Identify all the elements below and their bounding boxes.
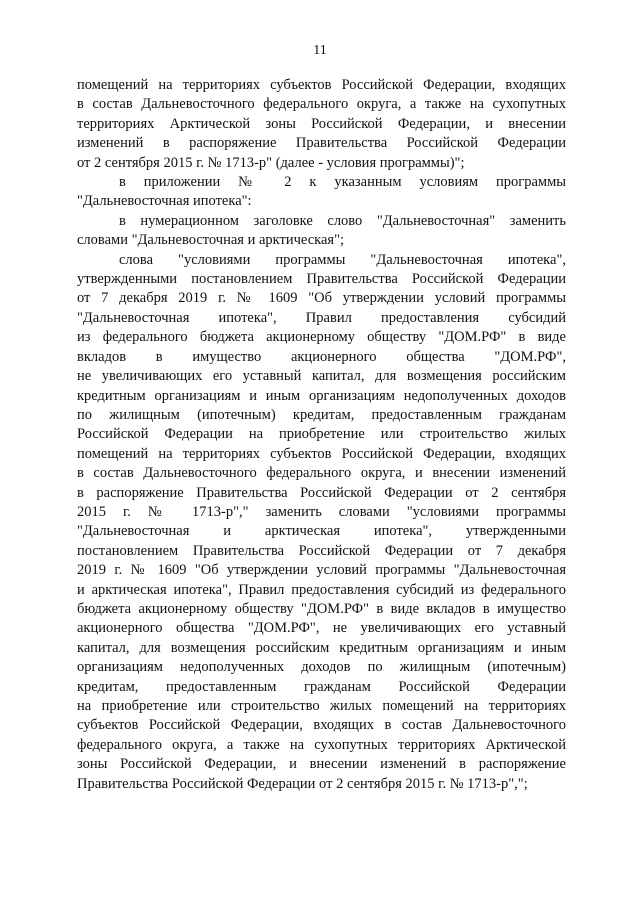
text-line: из федерального бюджета акционерному обществу "ДОМ.РФ" в виде [77,329,566,346]
text-line: не увеличивающих его уставный капитал, для возмещения российским [77,368,566,385]
page-number: 11 [313,43,327,58]
text-line: "Дальневосточная ипотека": [77,193,252,210]
text-line: 2019 г. № 1609 "Об утверждении условий программы "Дальневосточная [77,562,566,579]
text-line: словами "Дальневосточная и арктическая"; [77,232,345,249]
text-line: бюджета акционерному обществу "ДОМ.РФ" в виде вкладов в имущество [77,600,566,617]
text-line: вкладов в имущество акционерного общества "ДОМ.РФ", [77,348,566,365]
text-line: слова "условиями программы "Дальневосточная ипотека", [119,251,566,268]
text-line: по жилищным (ипотечным) кредитам, предоставленным гражданам [77,406,566,423]
text-line: кредитным организациям и иным организациям недополученных доходов [77,387,566,404]
text-line: постановлением Правительства Российской Федерации от 7 декабря [77,542,566,559]
paragraph [77,251,566,794]
paragraph [77,212,566,251]
text-line: 2015 г. № 1713-р"," заменить словами "условиями программы [77,503,566,520]
text-line: в состав Дальневосточного федерального округа, а также на сухопутных [77,96,566,113]
text-line: "Дальневосточная ипотека", Правил предоставления субсидий [77,309,566,326]
text-line: "Дальневосточная и арктическая ипотека", утвержденными [77,523,566,540]
text-line: на приобретение или строительство жилых помещений на территориях [77,698,566,714]
text-line: территориях Арктической зоны Российской Федерации, и внесении [77,115,566,132]
text-line: кредитам, предоставленным гражданам Российской Федерации [77,678,566,695]
text-line: организациям недополученных доходов по жилищным (ипотечным) [77,659,566,676]
text-line: и арктическая ипотека", Правил предоставления субсидий из федерального [77,581,566,598]
text-line: зоны Российской Федерации, и внесении изменений в распоряжение [77,756,566,773]
text-line: в состав Дальневосточного федерального округа, и внесении изменений [77,465,566,482]
text-line: от 7 декабря 2019 г. № 1609 "Об утверждении условий программы [77,290,566,307]
text-line: субъектов Российской Федерации, входящих в состав Дальневосточного [77,717,566,734]
text-line: помещений на территориях субъектов Российской Федерации, входящих [77,445,566,462]
text-line: Российской Федерации на приобретение или строительство жилых [77,426,566,443]
paragraph [77,173,566,212]
document-body [77,76,566,794]
text-line: Правительства Российской Федерации от 2 сентября 2015 г. № 1713-р","; [77,775,528,792]
text-line: акционерного общества "ДОМ.РФ", не увеличивающих его уставный [77,620,566,637]
text-line: от 2 сентября 2015 г. № 1713-р" (далее - условия программы)"; [77,154,465,171]
text-line: утвержденными постановлением Правительства Российской Федерации [77,271,566,288]
text-line: помещений на территориях субъектов Российской Федерации, входящих [77,77,566,93]
text-line: капитал, для возмещения российским кредитным организациям и иным [77,639,566,656]
text-line: в распоряжение Правительства Российской Федерации от 2 сентября [77,484,566,501]
text-line: в приложении № 2 к указанным условиям программы [119,174,566,191]
text-line: федерального округа, а также на сухопутных территориях Арктической [77,736,566,753]
text-line: изменений в распоряжение Правительства Российской Федерации [77,135,566,152]
paragraph [77,76,566,173]
text-line: в нумерационном заголовке слово "Дальневосточная" заменить [119,212,566,229]
